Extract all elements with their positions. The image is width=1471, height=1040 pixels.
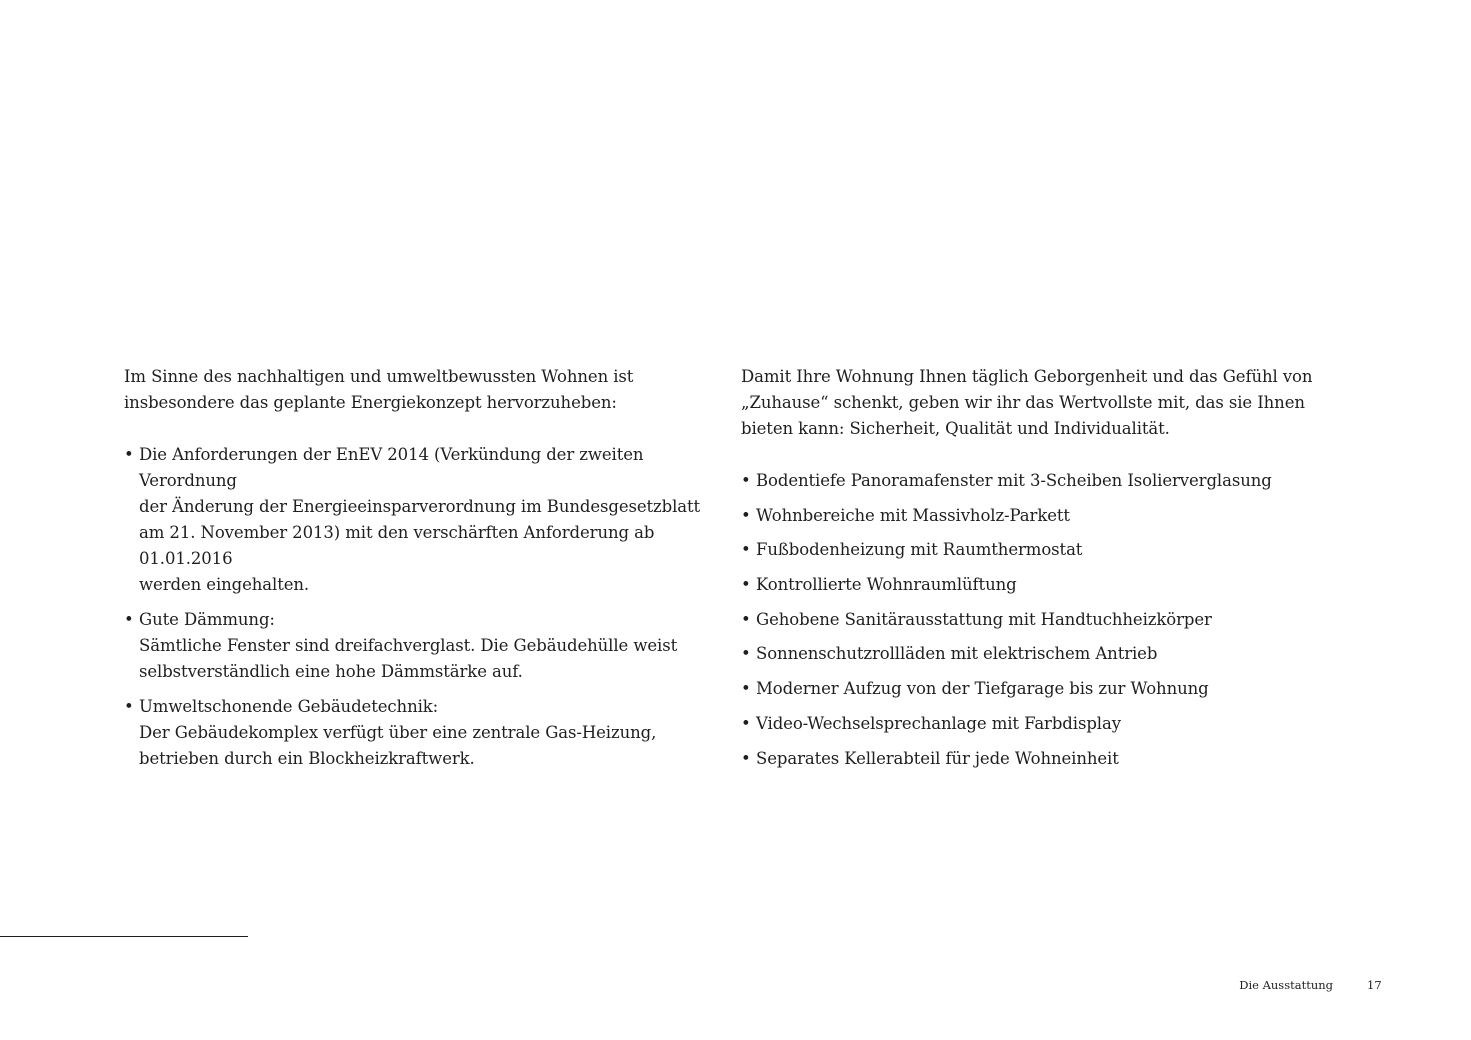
page-number: 17: [1367, 978, 1382, 992]
list-item: [741, 468, 1331, 494]
bullet-marker: •: [741, 609, 751, 629]
left-column: [124, 364, 724, 781]
list-item: [741, 503, 1331, 529]
list-item-text: Kontrollierte Wohnraumlüftung: [756, 575, 1017, 595]
list-item: [124, 442, 724, 598]
bullet-marker: •: [741, 713, 751, 733]
list-item-line: Sämtliche Fenster sind dreifachverglast. Die Gebäudehülle weist: [139, 636, 678, 655]
bullet-marker: •: [741, 679, 751, 699]
list-item-text: Video-Wechselsprechanlage mit Farbdisplay: [756, 713, 1121, 733]
list-item-text: Sonnenschutzrollläden mit elektrischem Antrieb: [756, 644, 1158, 664]
list-item-line: der Änderung der Energieeinsparverordnung im Bundesgesetzblatt: [139, 497, 701, 516]
list-item-line: selbstverständlich eine hohe Dämmstärke auf.: [139, 662, 523, 681]
list-item-line: Umweltschonende Gebäudetechnik:: [139, 697, 439, 716]
list-item-text: Wohnbereiche mit Massivholz-Parkett: [756, 505, 1070, 525]
list-item-line: Gute Dämmung:: [139, 610, 275, 629]
bullet-marker: •: [741, 540, 751, 560]
list-item: [741, 641, 1331, 667]
footer-section-title: Die Ausstattung: [1239, 978, 1333, 992]
bullet-marker: •: [741, 505, 751, 525]
list-item: [741, 607, 1331, 633]
list-item-line: am 21. November 2013) mit den verschärften Anforderung ab 01.01.2016: [139, 523, 655, 568]
list-item: [741, 676, 1331, 702]
footnote-rule: [0, 936, 248, 937]
list-item-line: Der Gebäudekomplex verfügt über eine zentrale Gas-Heizung,: [139, 723, 657, 742]
list-item-line: werden eingehalten.: [139, 575, 310, 594]
right-intro-paragraph: Damit Ihre Wohnung Ihnen täglich Geborgenheit und das Gefühl von „Zuhause“ schenkt, geben wir ihr das Wertvollste mit, das sie Ihnen bieten kann: Sicherheit, Qualität und Individualität.: [741, 367, 1313, 438]
bullet-marker: •: [741, 748, 751, 768]
list-item: [741, 746, 1331, 772]
list-item-text: Bodentiefe Panoramafenster mit 3-Scheiben Isolierverglasung: [756, 471, 1272, 490]
list-item: [124, 607, 724, 685]
bullet-marker: •: [124, 610, 134, 629]
bullet-marker: •: [124, 445, 134, 464]
bullet-marker: •: [741, 644, 751, 664]
bullet-marker: •: [741, 575, 751, 595]
list-item-text: Fußbodenheizung mit Raumthermostat: [756, 540, 1083, 560]
list-item-line: betrieben durch ein Blockheizkraftwerk.: [139, 749, 475, 768]
list-item: [124, 694, 724, 772]
left-intro-paragraph: Im Sinne des nachhaltigen und umweltbewussten Wohnen ist insbesondere das geplante Energiekonzept hervorzuheben:: [124, 367, 634, 412]
equipment-feature-list: [741, 468, 1331, 772]
list-item-line: Die Anforderungen der EnEV 2014 (Verkündung der zweiten Verordnung: [139, 445, 644, 490]
list-item: [741, 572, 1331, 598]
list-item: [741, 537, 1331, 563]
bullet-marker: •: [741, 471, 751, 490]
right-column: [741, 364, 1331, 780]
list-item-text: Moderner Aufzug von der Tiefgarage bis zur Wohnung: [756, 679, 1209, 699]
bullet-marker: •: [124, 697, 134, 716]
list-item-text: Gehobene Sanitärausstattung mit Handtuchheizkörper: [756, 609, 1212, 629]
list-item-text: Separates Kellerabteil für jede Wohneinheit: [756, 748, 1119, 768]
list-item: [741, 711, 1331, 737]
energy-feature-list: [124, 442, 724, 772]
